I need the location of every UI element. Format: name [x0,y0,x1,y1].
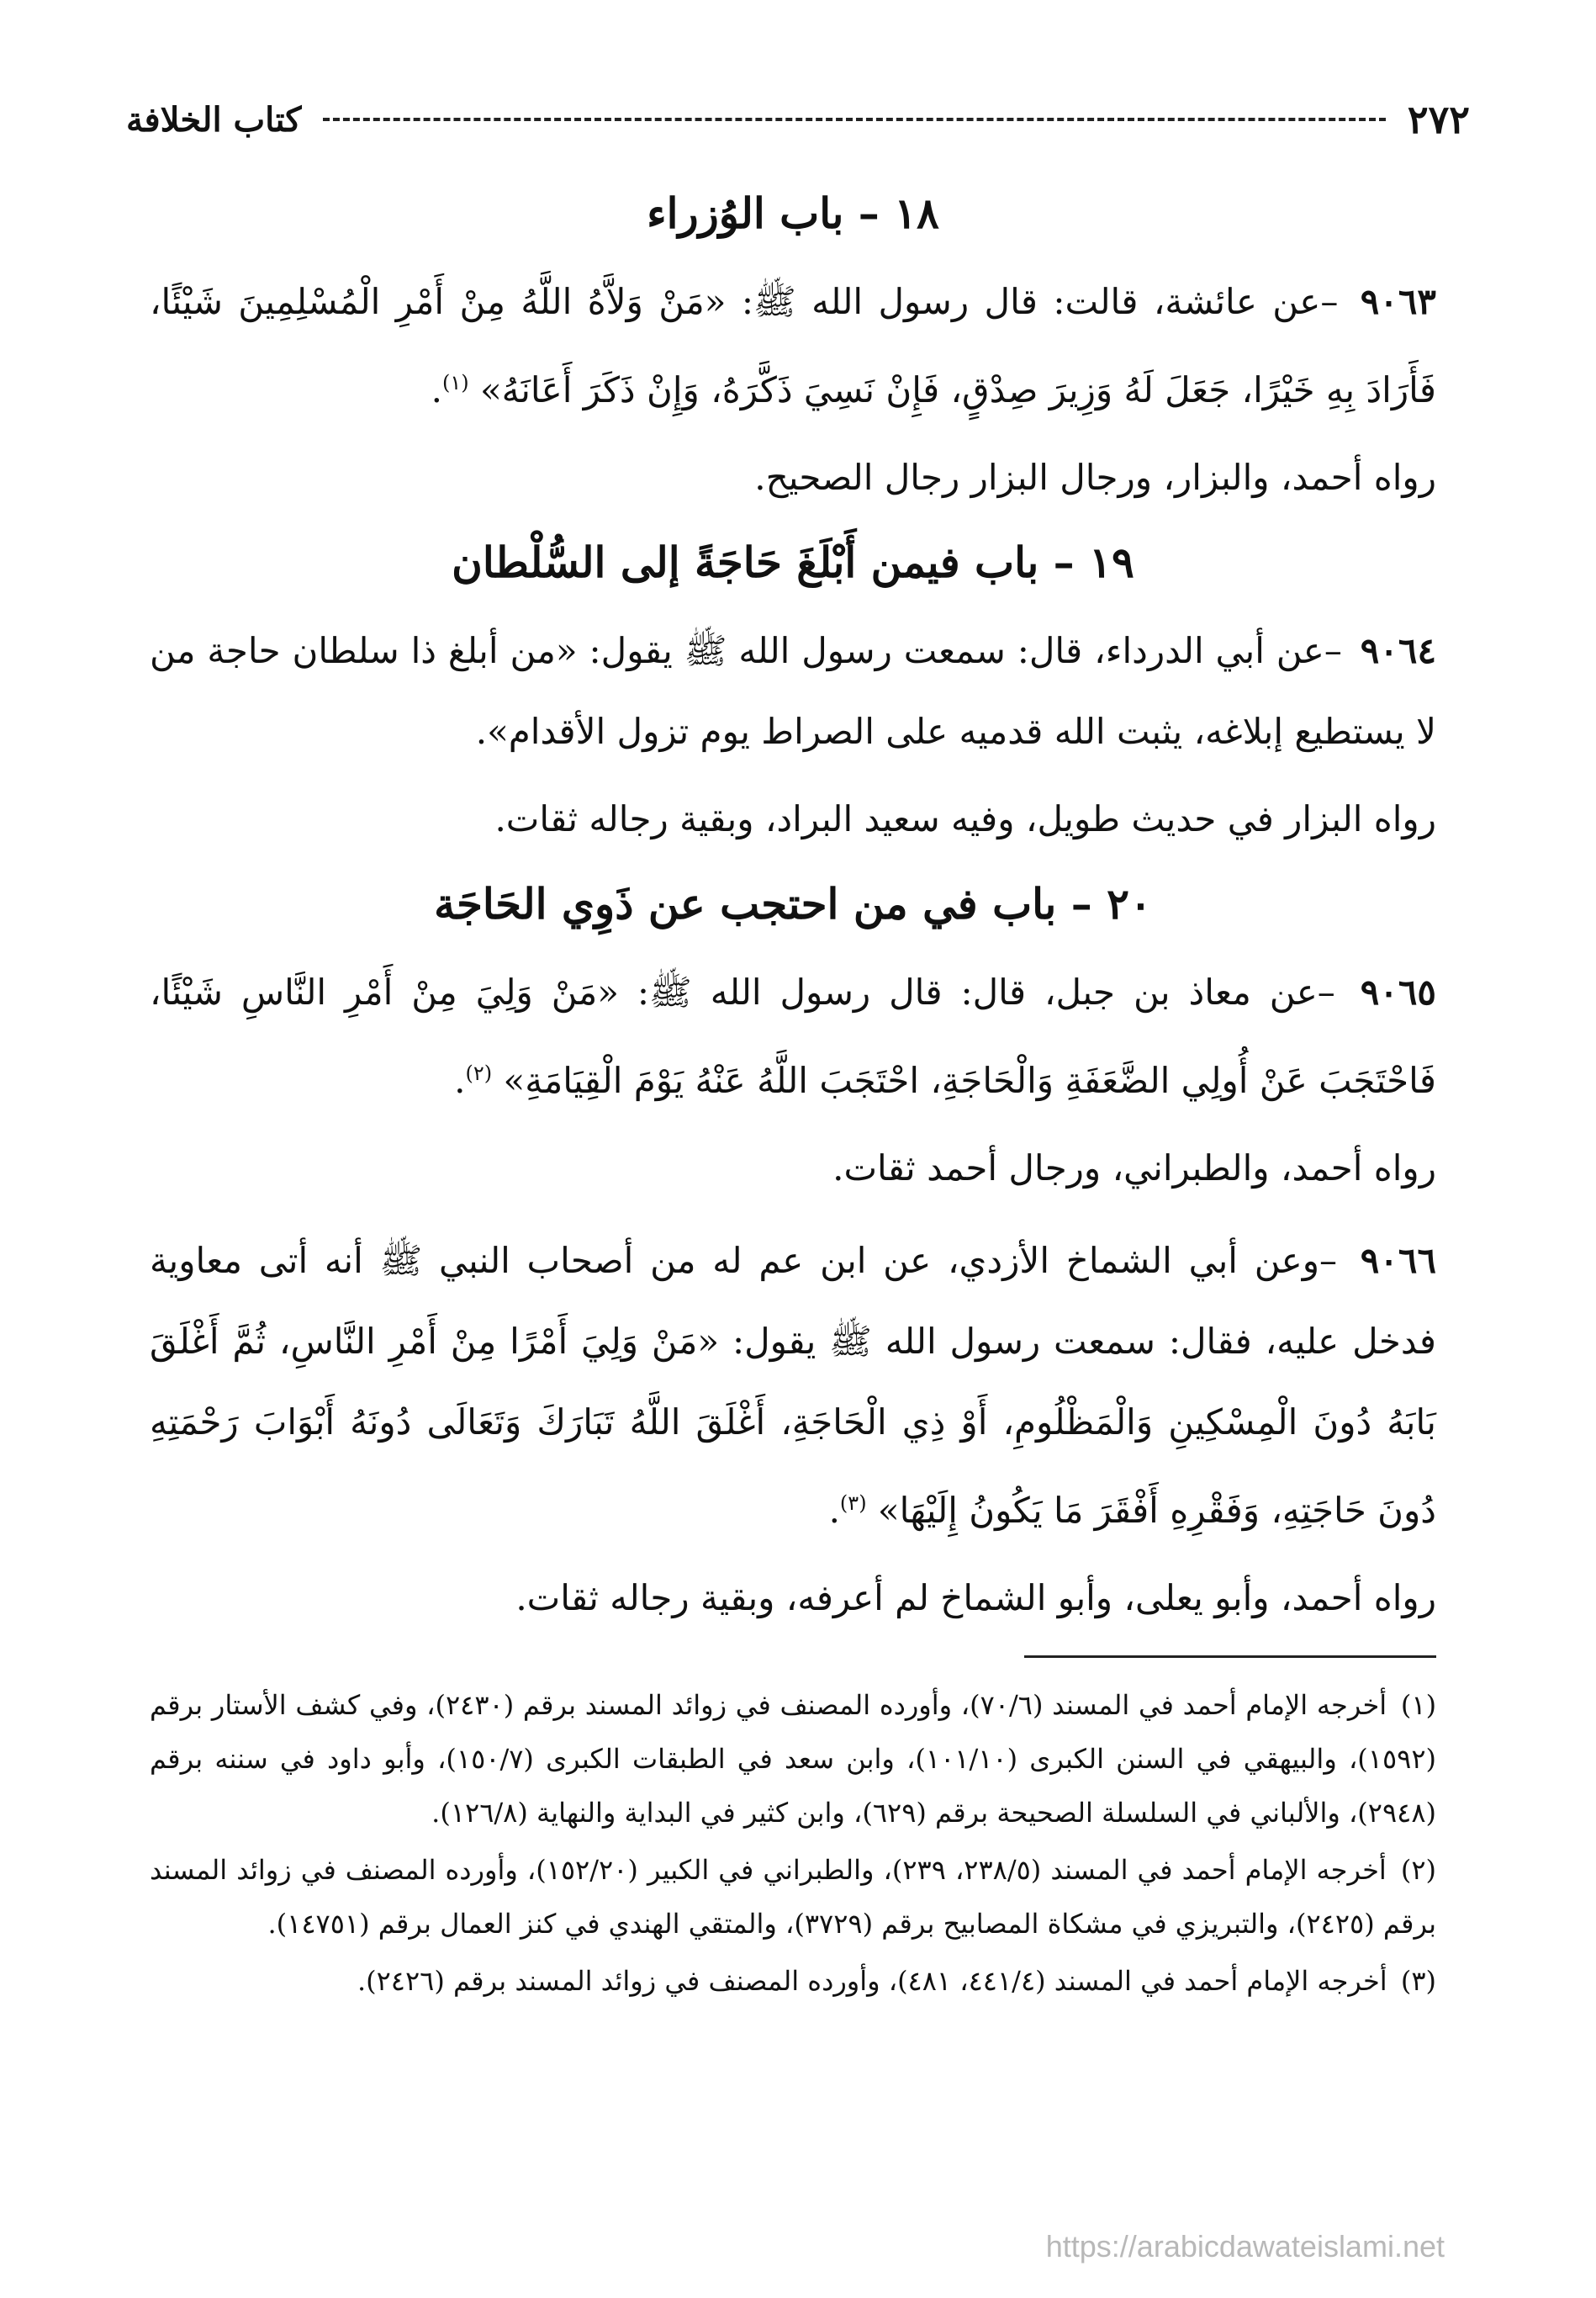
main-text [150,172,1436,1650]
hadith-number: ٩٠٦٥ [1360,972,1436,1013]
page-number: ٢٧٢ [1407,97,1470,142]
hadith-text: –عن أبي الدرداء، قال: سمعت رسول الله ﷺ يقول: «من أبلغ ذا سلطان حاجة من لا يستطيع إبلاغه، يثبت الله قدميه على الصراط يوم تزول الأقدام». [150,630,1436,752]
footnote-number: (١) [1400,1689,1437,1721]
hadith-paragraph: ٩٠٦٦ –وعن أبي الشماخ الأزدي، عن ابن عم له من أصحاب النبي ﷺ أنه أتى معاوية فدخل عليه، فقال: سمعت رسول الله ﷺ يقول: «مَنْ وَلِيَ أَمْرًا مِنْ أَمْرِ النَّاسِ، ثُمَّ أَغْلَقَ بَابَهُ دُونَ الْمِسْكِينِ وَالْمَظْلُومِ، أَوْ ذِي الْحَاجَةِ، أَغْلَقَ اللَّهُ تَبَارَكَ وَتَعَالَى دُونَهُ أَبْوَابَ رَحْمَتِهِ دُونَ حَاجَتِهِ، وَفَقْرِهِ أَفْقَرَ مَا يَكُونُ إِلَيْهَا» $^{(٣)}$. [150,1240,1436,1531]
watermark-url: https://arabicdawateislami.net [1045,2229,1445,2264]
hadith-number: ٩٠٦٣ [1360,281,1436,322]
hadith-text: –وعن أبي الشماخ الأزدي، عن ابن عم له من أصحاب النبي ﷺ أنه أتى معاوية فدخل عليه، فقال: سمعت رسول الله ﷺ يقول: «مَنْ وَلِيَ أَمْرًا مِنْ أَمْرِ النَّاسِ، ثُمَّ أَغْلَقَ بَابَهُ دُونَ الْمِسْكِينِ وَالْمَظْلُومِ، أَوْ ذِي الْحَاجَةِ، أَغْلَقَ اللَّهُ تَبَارَكَ وَتَعَالَى دُونَهُ أَبْوَابَ رَحْمَتِهِ دُونَ حَاجَتِهِ، وَفَقْرِهِ أَفْقَرَ مَا يَكُونُ إِلَيْهَا» [150,1240,1436,1531]
hadith-source-note: رواه أحمد، والطبراني، ورجال أحمد ثقات. [832,1147,1436,1189]
footnote-reference: (١) [441,371,469,394]
footnote [150,1678,1436,1840]
hadith-number: ٩٠٦٤ [1360,630,1436,671]
footnote-reference: (٢) [465,1062,493,1085]
book-title: كتاب الخلافة [126,99,302,140]
hadith-number: ٩٠٦٦ [1360,1240,1436,1281]
footnote-text: أخرجه الإمام أحمد في المسند (٢٣٨/٥، ٢٣٩)، والطبراني في الكبير (١٥٢/٢٠)، وأورده المصنف في زوائد المسند برقم (٢٤٢٥)، والتبريزي في مشكاة المصابيح برقم (٣٧٢٩)، والمتقي الهندي في كنز العمال برقم (١٤٧٥١). [150,1854,1436,1940]
hadith-source-note: رواه أحمد، وأبو يعلى، وأبو الشماخ لم أعرفه، وبقية رجاله ثقات. [515,1577,1436,1618]
hadith-text: –عن معاذ بن جبل، قال: قال رسول الله ﷺ: «مَنْ وَلِيَ مِنْ أَمْرِ النَّاسِ شَيْئًا، فَاحْتَجَبَ عَنْ أُولِي الضَّعَفَةِ وَالْحَاجَةِ، احْتَجَبَ اللَّهُ عَنْهُ يَوْمَ الْقِيَامَةِ» [150,972,1436,1101]
chapter-heading: ١٨ – باب الوُزراء [647,188,939,238]
chapter-heading: ٢٠ – باب في من احتجب عن ذَوِي الحَاجَة [434,879,1152,929]
hadith-paragraph: ٩٠٦٥ –عن معاذ بن جبل، قال: قال رسول الله ﷺ: «مَنْ وَلِيَ مِنْ أَمْرِ النَّاسِ شَيْئًا، فَاحْتَجَبَ عَنْ أُولِي الضَّعَفَةِ وَالْحَاجَةِ، احْتَجَبَ اللَّهُ عَنْهُ يَوْمَ الْقِيَامَةِ» $^{(٢)}$. [150,972,1436,1101]
footnote-divider [1024,1655,1436,1658]
footnotes [150,1678,1436,2011]
hadith-text: –عن عائشة، قالت: قال رسول الله ﷺ: «مَنْ وَلاَّهُ اللَّهُ مِنْ أَمْرِ الْمُسْلِمِينَ شَيْئًا، فَأَرَادَ بِهِ خَيْرًا، جَعَلَ لَهُ وَزِيرَ صِدْقٍ، فَإِنْ نَسِيَ ذَكَّرَهُ، وَإِنْ ذَكَرَ أَعَانَهُ» [150,281,1436,410]
header-dashed-rule [323,118,1385,121]
footnote-number: (٣) [1400,1965,1436,1997]
hadith-paragraph: ٩٠٦٣ –عن عائشة، قالت: قال رسول الله ﷺ: «مَنْ وَلاَّهُ اللَّهُ مِنْ أَمْرِ الْمُسْلِمِينَ شَيْئًا، فَأَرَادَ بِهِ خَيْرًا، جَعَلَ لَهُ وَزِيرَ صِدْقٍ، فَإِنْ نَسِيَ ذَكَّرَهُ، وَإِنْ ذَكَرَ أَعَانَهُ» $^{(١)}$. [150,281,1436,410]
chapter-heading: ١٩ – باب فيمن أَبْلَغَ حَاجَةً إلى السُّلْطان [452,537,1134,587]
hadith-paragraph [150,611,1436,772]
footnote-number: (٢) [1400,1854,1436,1886]
footnote-text: أخرجه الإمام أحمد في المسند (٤٤١/٤، ٤٨١)، وأورده المصنف في زوائد المسند برقم (٢٤٢٦). [357,1965,1387,1997]
hadith-source-note: رواه أحمد، والبزار، ورجال البزار رجال الصحيح. [754,457,1436,498]
footnote [150,1843,1436,1951]
footnote [150,1954,1436,2008]
hadith-source-note: رواه البزار في حديث طويل، وفيه سعيد البراد، وبقية رجاله ثقات. [494,798,1436,839]
footnote-text: أخرجه الإمام أحمد في المسند (٧٠/٦)، وأورده المصنف في زوائد المسند برقم (٢٤٣٠)، وفي كشف الأستار برقم (١٥٩٢)، والبيهقي في السنن الكبرى (١٠١/١٠)، وابن سعد في الطبقات الكبرى (١٥٠/٧)، وأبو داود في سننه برقم (٢٩٤٨)، والألباني في السلسلة الصحيحة برقم (٦٢٩)، وابن كثير في البداية والنهاية (١٢٦/٨). [150,1689,1437,1829]
running-header [126,94,1470,145]
footnote-reference: (٣) [839,1491,867,1515]
